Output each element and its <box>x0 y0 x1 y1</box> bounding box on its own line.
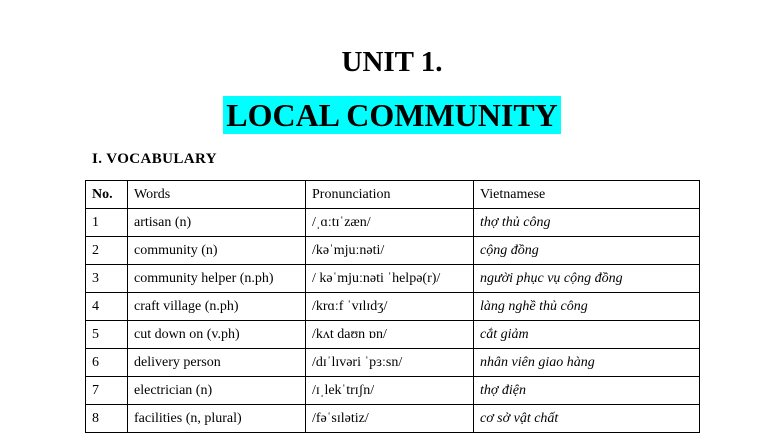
cell-vietnamese: người phục vụ cộng đồng <box>474 265 700 293</box>
table-row <box>86 377 700 405</box>
cell-pronunciation: /dɪˈlɪvəri ˈpɜːsn/ <box>306 349 474 377</box>
cell-number: 6 <box>86 349 128 377</box>
cell-word: delivery person <box>128 349 306 377</box>
table-row <box>86 265 700 293</box>
table-row <box>86 209 700 237</box>
cell-vietnamese: cộng đồng <box>474 237 700 265</box>
cell-number: 1 <box>86 209 128 237</box>
table-row <box>86 321 700 349</box>
cell-pronunciation: /krɑːf ˈvɪlɪdʒ/ <box>306 293 474 321</box>
table-row <box>86 293 700 321</box>
cell-number: 2 <box>86 237 128 265</box>
cell-vietnamese: cắt giảm <box>474 321 700 349</box>
cell-pronunciation: /kʌt daʊn ɒn/ <box>306 321 474 349</box>
cell-word: community helper (n.ph) <box>128 265 306 293</box>
cell-word: community (n) <box>128 237 306 265</box>
cell-word: artisan (n) <box>128 209 306 237</box>
cell-pronunciation: /ɪˌlekˈtrɪʃn/ <box>306 377 474 405</box>
cell-word: electrician (n) <box>128 377 306 405</box>
table-header-row <box>86 181 700 209</box>
cell-number: 5 <box>86 321 128 349</box>
cell-number: 7 <box>86 377 128 405</box>
cell-vietnamese: làng nghề thủ công <box>474 293 700 321</box>
cell-word: craft village (n.ph) <box>128 293 306 321</box>
section-heading: I. VOCABULARY <box>92 151 217 167</box>
header-vietnamese: Vietnamese <box>474 181 700 209</box>
vocabulary-table-body <box>86 209 700 433</box>
cell-number: 3 <box>86 265 128 293</box>
cell-pronunciation: /ˌɑːtɪˈzæn/ <box>306 209 474 237</box>
unit-title: UNIT 1. <box>341 46 443 78</box>
cell-word: facilities (n, plural) <box>128 405 306 433</box>
table-row <box>86 237 700 265</box>
cell-number: 8 <box>86 405 128 433</box>
cell-vietnamese: nhân viên giao hàng <box>474 349 700 377</box>
cell-vietnamese: thợ điện <box>474 377 700 405</box>
table-row <box>86 349 700 377</box>
header-pronunciation: Pronunciation <box>306 181 474 209</box>
cell-number: 4 <box>86 293 128 321</box>
cell-word: cut down on (v.ph) <box>128 321 306 349</box>
cell-pronunciation: / kəˈmjuːnəti ˈhelpə(r)/ <box>306 265 474 293</box>
cell-pronunciation: /fəˈsɪlətiz/ <box>306 405 474 433</box>
lesson-title-container <box>0 96 784 134</box>
cell-vietnamese: thợ thủ công <box>474 209 700 237</box>
header-no: No. <box>86 181 128 209</box>
vocabulary-table <box>85 180 700 433</box>
header-words: Words <box>128 181 306 209</box>
cell-vietnamese: cơ sở vật chất <box>474 405 700 433</box>
table-row <box>86 405 700 433</box>
lesson-title: LOCAL COMMUNITY <box>223 96 561 134</box>
cell-pronunciation: /kəˈmjuːnəti/ <box>306 237 474 265</box>
